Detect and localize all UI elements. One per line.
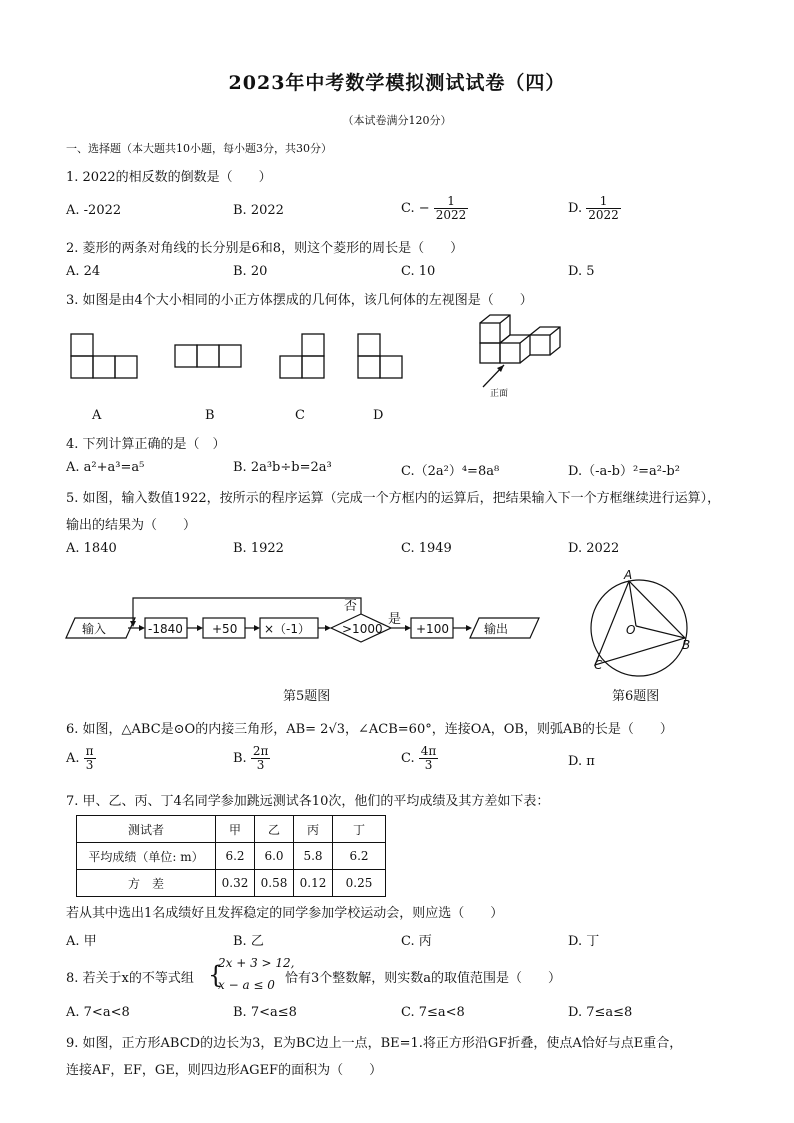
question-7-followup: 若从其中选出1名成绩好且发挥稳定的同学参加学校运动会，则应选（ ）: [66, 906, 504, 921]
table-cell: 6.2: [333, 843, 386, 870]
page-title: 2023年中考数学模拟测试试卷（四）: [228, 72, 566, 94]
question-6-stem: 6. 如图，△ABC是⊙O的内接三角形，AB= 2√3，∠ACB=60°，连接OA，OB，则弧AB的长是（ ）: [66, 722, 673, 737]
fraction: $\frac{1}{2022}$: [588, 194, 619, 222]
q2-option-a: A. 24: [66, 264, 101, 279]
q4-option-d: D.（-a-b）²=a²-b²: [568, 464, 680, 479]
table-header-cell: 乙: [255, 816, 294, 843]
q5-option-d: D. 2022: [568, 541, 620, 556]
page-subtitle: （本试卷满分120分）: [342, 114, 452, 127]
q6-option-d: D. π: [568, 754, 595, 769]
flow-no-label: 否: [344, 599, 358, 614]
q7-option-b: B. 乙: [233, 934, 264, 949]
question-7-stem: 7. 甲、乙、丙、丁4名同学参加跳远测试各10次，他们的平均成绩及其方差如下表：: [66, 794, 550, 809]
circle-figure: [580, 568, 710, 683]
q2-option-d: D. 5: [568, 264, 595, 279]
brace-icon: {: [208, 961, 224, 989]
section-heading: 一、选择题（本大题共10小题，每小题3分，共30分）: [66, 142, 332, 155]
figure-6-caption: 第6题图: [612, 689, 660, 704]
figure-5-caption: 第5题图: [283, 689, 331, 704]
question-8-post: 恰有3个整数解，则实数a的取值范围是（ ）: [285, 971, 562, 986]
q1-option-b: B. 2022: [233, 203, 284, 218]
q8-option-d: D. 7≤a≤8: [568, 1005, 633, 1020]
q6-option-a: A. $\frac{\pi}{3}$: [66, 744, 94, 772]
flow-box1-label: -1840: [148, 622, 183, 636]
q4-option-c: C.（2a²）⁴=8a⁸: [401, 464, 500, 479]
q3-label-b: B: [205, 408, 215, 423]
q5-option-a: A. 1840: [66, 541, 117, 556]
inequality-1: 2x + 3 > 12,: [218, 956, 295, 970]
question-8-pre: 8. 若关于x的不等式组: [66, 971, 194, 986]
point-b-label: B: [682, 638, 691, 652]
point-o-label: O: [626, 623, 636, 637]
q5-option-c: C. 1949: [401, 541, 452, 556]
flow-box4-label: +100: [416, 622, 449, 636]
front-label: 正面: [490, 389, 509, 399]
question-9-line2: 连接AF，EF，GE，则四边形AGEF的面积为（ ）: [66, 1063, 383, 1078]
table-cell: 方 差: [77, 870, 216, 897]
q5-option-b: B. 1922: [233, 541, 284, 556]
table-cell: 平均成绩（单位: m）: [77, 843, 216, 870]
table-header-cell: 甲: [216, 816, 255, 843]
q3-views-figure: [0, 310, 794, 430]
q7-option-c: C. 丙: [401, 934, 432, 949]
table-cell: 0.32: [216, 870, 255, 897]
flow-yes-label: 是: [388, 612, 402, 627]
q8-option-c: C. 7≤a<8: [401, 1005, 465, 1020]
table-cell: 6.0: [255, 843, 294, 870]
flow-condition-label: >1000: [342, 622, 383, 636]
q6-option-b: B. $\frac{2\pi}{3}$: [233, 744, 269, 772]
table-cell: 5.8: [294, 843, 333, 870]
table-row: [77, 870, 386, 897]
question-5-stem-line2: 输出的结果为（ ）: [66, 518, 197, 533]
question-1-stem: 1. 2022的相反数的倒数是（ ）: [66, 170, 272, 185]
fraction: $\frac{1}{2022}$: [435, 194, 467, 222]
flow-box2-label: +50: [212, 622, 238, 636]
q1-option-a: A. -2022: [66, 203, 122, 218]
point-c-label: C: [594, 658, 603, 672]
table-header-cell: 丙: [294, 816, 333, 843]
table-header-cell: 丁: [333, 816, 386, 843]
table-cell: 0.25: [333, 870, 386, 897]
table-cell: 0.12: [294, 870, 333, 897]
score-table: [76, 815, 386, 897]
q6-option-c: C. $\frac{4\pi}{3}$: [401, 744, 437, 772]
q8-option-b: B. 7<a≤8: [233, 1005, 297, 1020]
q4-option-b: B. 2a³b÷b=2a³: [233, 460, 332, 475]
q2-option-c: C. 10: [401, 264, 436, 279]
q1-option-c: C. − $\frac{1}{2022}$: [401, 194, 467, 222]
table-row: [77, 843, 386, 870]
question-2-stem: 2. 菱形的两条对角线的长分别是6和8，则这个菱形的周长是（ ）: [66, 241, 464, 256]
q7-option-a: A. 甲: [66, 934, 97, 949]
flow-output-label: 输出: [484, 622, 509, 636]
flow-input-label: 输入: [82, 622, 107, 636]
question-3-stem: 3. 如图是由4个大小相同的小正方体摆成的几何体，该几何体的左视图是（ ）: [66, 293, 533, 308]
q3-label-c: C: [295, 408, 305, 423]
question-9-line1: 9. 如图，正方形ABCD的边长为3，E为BC边上一点，BE=1.将正方形沿GF折叠，使点A恰好与点E重合，: [66, 1036, 683, 1051]
q1-option-d: D. $\frac{1}{2022}$: [568, 194, 619, 222]
question-4-stem: 4. 下列计算正确的是（ ）: [66, 437, 226, 452]
point-a-label: A: [624, 568, 633, 582]
table-header-cell: 测试者: [77, 816, 216, 843]
q2-option-b: B. 20: [233, 264, 268, 279]
q7-option-d: D. 丁: [568, 934, 600, 949]
table-cell: 6.2: [216, 843, 255, 870]
q3-label-d: D: [373, 408, 384, 423]
question-5-stem-line1: 5. 如图，输入数值1922，按所示的程序运算（完成一个方框内的运算后，把结果输入下一个方框继续进行运算），: [66, 491, 721, 506]
table-cell: 0.58: [255, 870, 294, 897]
flow-box3-label: ×（-1）: [264, 622, 311, 636]
inequality-2: x − a ≤ 0: [218, 978, 275, 992]
q3-label-a: A: [92, 408, 102, 423]
q8-option-a: A. 7<a<8: [66, 1005, 130, 1020]
table-header-row: [77, 816, 386, 843]
q4-option-a: A. a²+a³=a⁵: [66, 460, 145, 475]
